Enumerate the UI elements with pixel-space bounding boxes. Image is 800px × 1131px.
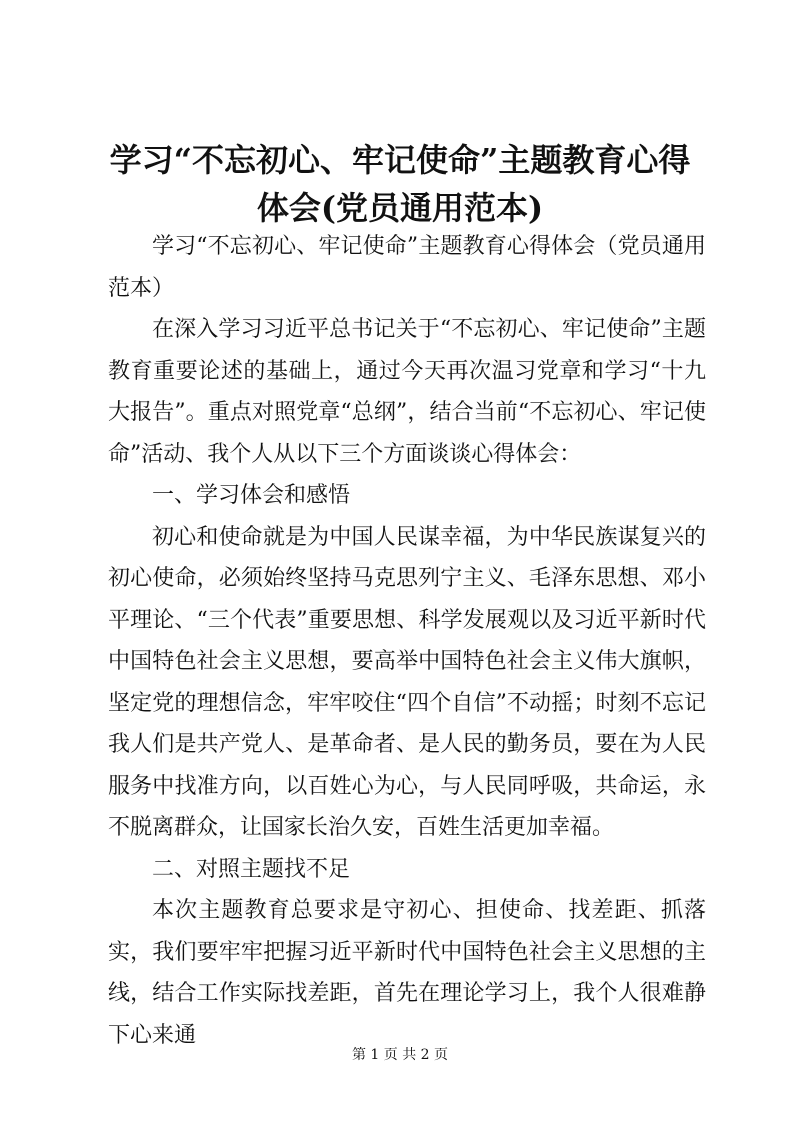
section-heading-2: 二、对照主题找不足 bbox=[152, 856, 351, 882]
document-title: 学习“不忘初心、牢记使命”主题教育心得体会(党员通用范本) bbox=[109, 141, 691, 227]
subtitle-paragraph: 学习“不忘初心、牢记使命”主题教育心得体会（党员通用范本） bbox=[108, 234, 706, 301]
intro-paragraph: 在深入学习习近平总书记关于“不忘初心、牢记使命”主题教育重要论述的基础上，通过今天再次温习党章和学习“十九大报告”。重点对照党章“总纲”，结合当前“不忘初心、牢记使命”活动、我个人从以下三个方面谈谈心得体会： bbox=[108, 317, 706, 467]
page-footer: 第 1 页 共 2 页 bbox=[351, 1047, 449, 1063]
section-heading-1: 一、学习体会和感悟 bbox=[152, 483, 351, 508]
section-2-paragraph: 本次主题教育总要求是守初心、担使命、找差距、抓落实，我们要牢牢把握习近平新时代中国特色社会主义思想的主线，结合工作实际找差距，首先在理论学习上，我个人很难静下心来通 bbox=[108, 898, 706, 1048]
document-body bbox=[108, 226, 706, 1056]
section-1-paragraph: 初心和使命就是为中国人民谋幸福，为中华民族谋复兴的初心使命，必须始终坚持马克思列宁主义、毛泽东思想、邓小平理论、“三个代表”重要思想、科学发展观以及习近平新时代中国特色社会主义思想，要高举中国特色社会主义伟大旗帜，坚定党的理想信念，牢牢咬住“四个自信”不动摇；时刻不忘记我人们是共产党人、是革命者、是人民的勤务员，要在为人民服务中找准方向，以百姓心为心，与人民同呼吸，共命运，永不脱离群众，让国家长治久安，百姓生活更加幸福。 bbox=[108, 524, 706, 840]
